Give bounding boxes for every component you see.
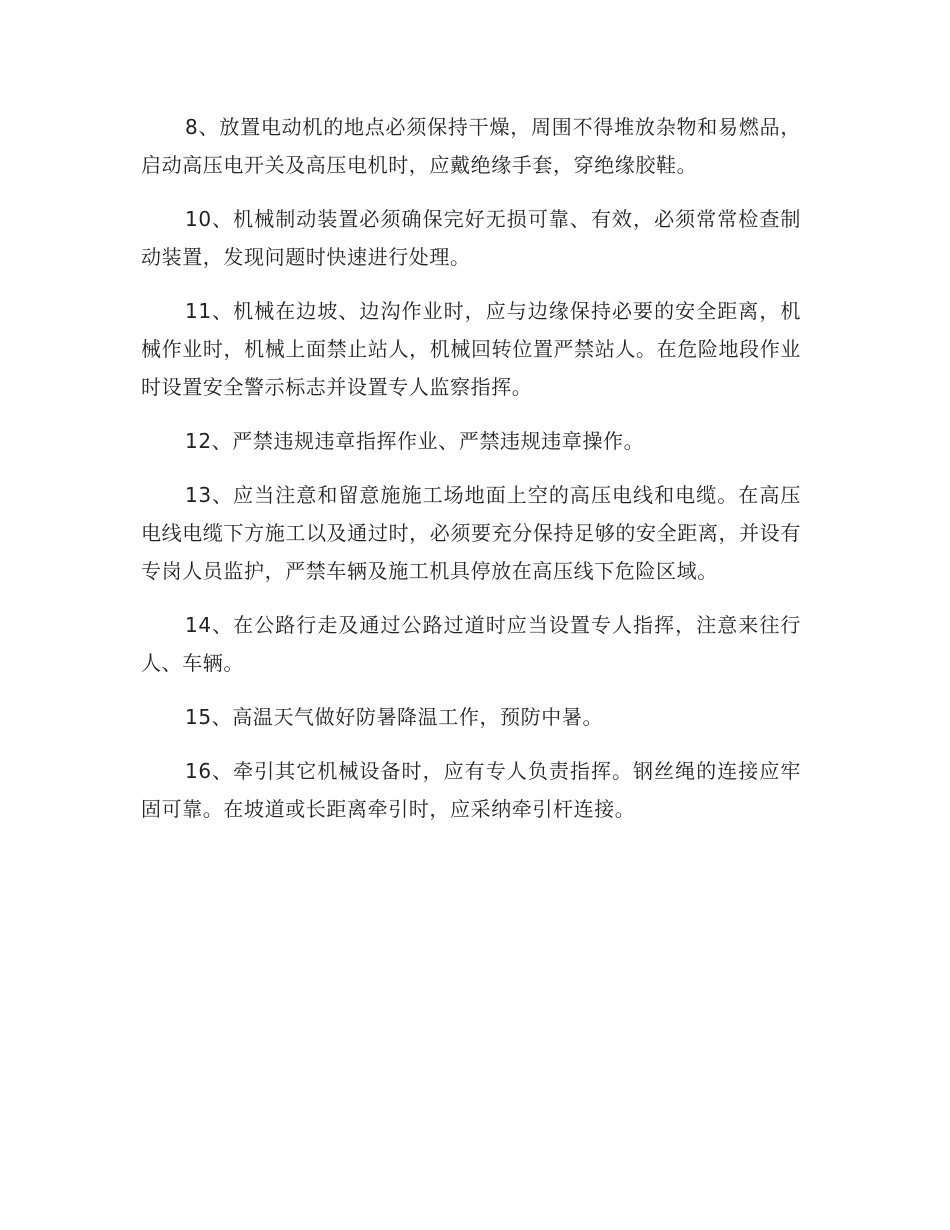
paragraph-item-11: 11、机械在边坡、边沟作业时，应与边缘保持必要的安全距离，机械作业时，机械上面禁止站人，机械回转位置严禁站人。在危险地段作业时设置安全警示标志并设置专人监察指挥。 <box>141 299 801 399</box>
paragraph-item-8: 8、放置电动机的地点必须保持干燥，周围不得堆放杂物和易燃品，启动高压电开关及高压电机时，应戴绝缘手套，穿绝缘胶鞋。 <box>141 115 801 177</box>
paragraph-item-12: 12、严禁违规违章指挥作业、严禁违规违章操作。 <box>185 429 645 453</box>
paragraph-item-15: 15、高温天气做好防暑降温工作，预防中暑。 <box>185 705 604 729</box>
paragraph-item-14: 14、在公路行走及通过公路过道时应当设置专人指挥，注意来往行人、车辆。 <box>141 613 801 675</box>
paragraph-item-10: 10、机械制动装置必须确保完好无损可靠、有效，必须常常检查制动装置，发现问题时快速进行处理。 <box>141 207 801 269</box>
document-body <box>141 108 801 844</box>
paragraph-item-13: 13、应当注意和留意施施工场地面上空的高压电线和电缆。在高压电线电缆下方施工以及通过时，必须要充分保持足够的安全距离，并设有专岗人员监护，严禁车辆及施工机具停放在高压线下危险区域。 <box>141 483 801 583</box>
paragraph-item-16: 16、牵引其它机械设备时，应有专人负责指挥。钢丝绳的连接应牢固可靠。在坡道或长距离牵引时，应采纳牵引杆连接。 <box>141 759 801 821</box>
